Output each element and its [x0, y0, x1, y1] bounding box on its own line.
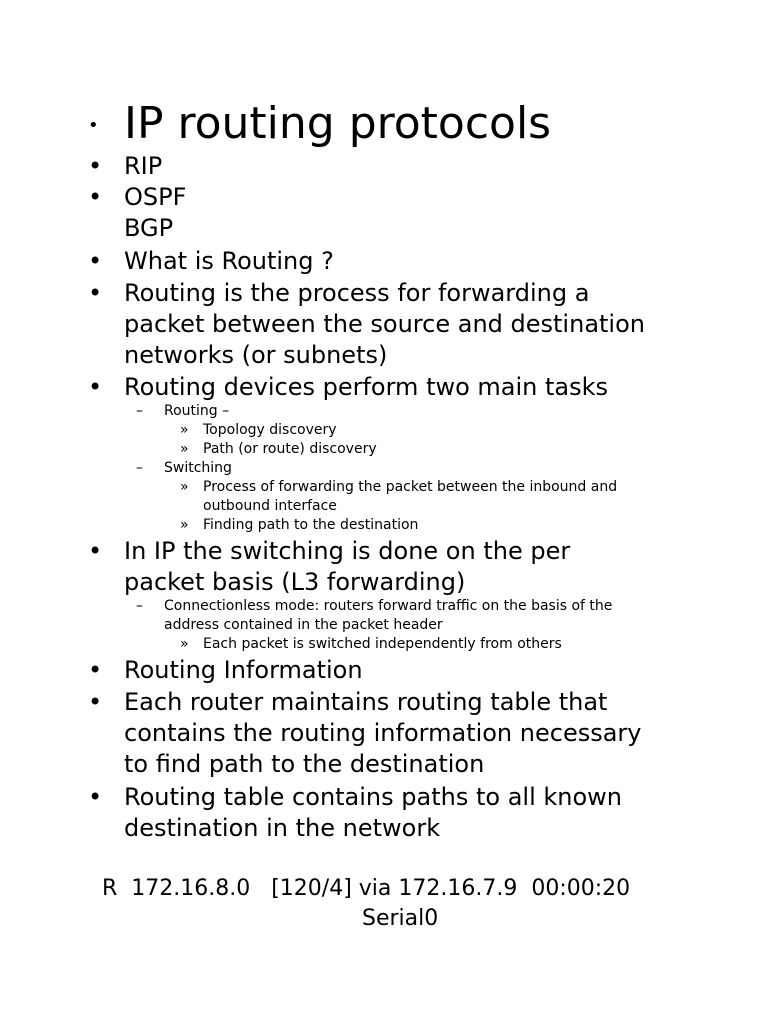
- router-table-line: to find path to the destination: [124, 750, 485, 778]
- routing-table-paths-line: Routing table contains paths to all known: [124, 783, 622, 811]
- definition-line: networks (or subnets): [124, 341, 388, 369]
- ip-switching-line: packet basis (L3 forwarding): [124, 568, 466, 596]
- bullet-icon: •: [88, 783, 103, 811]
- task-switching-label: Switching: [164, 460, 232, 476]
- task-switching-item: Process of forwarding the packet between the inbound and: [203, 479, 618, 495]
- task-switching-item: outbound interface: [203, 498, 337, 514]
- bullet-icon: •: [88, 247, 103, 275]
- protocol-item: RIP: [124, 152, 163, 180]
- dash-icon: –: [136, 598, 143, 614]
- protocol-item: BGP: [124, 214, 174, 242]
- route-entry-line: R 172.16.8.0 [120/4] via 172.16.7.9 00:00:20: [102, 876, 631, 901]
- raquo-icon: »: [180, 479, 189, 495]
- raquo-icon: »: [180, 441, 189, 457]
- protocol-item: OSPF: [124, 183, 187, 211]
- raquo-icon: »: [180, 422, 189, 438]
- routing-table-paths-line: destination in the network: [124, 814, 441, 842]
- bullet-icon: •: [88, 688, 103, 716]
- connectionless-line: Connectionless mode: routers forward traffic on the basis of the: [164, 598, 613, 614]
- bullet-icon: •: [88, 183, 103, 211]
- dash-icon: –: [136, 403, 143, 419]
- definition-line: packet between the source and destination: [124, 310, 645, 338]
- routing-information-item: Routing Information: [124, 656, 363, 684]
- raquo-icon: »: [180, 636, 189, 652]
- bullet-icon: •: [88, 373, 103, 401]
- connectionless-line: address contained in the packet header: [164, 617, 443, 633]
- question-item: What is Routing ?: [124, 247, 334, 275]
- page-title: IP routing protocols: [124, 98, 552, 149]
- task-routing-item: Path (or route) discovery: [203, 441, 377, 457]
- task-routing-label: Routing –: [164, 403, 230, 419]
- independent-item: Each packet is switched independently from others: [203, 636, 562, 652]
- route-entry-interface: Serial0: [362, 906, 439, 931]
- task-switching-item: Finding path to the destination: [203, 517, 419, 533]
- task-routing-item: Topology discovery: [203, 422, 337, 438]
- raquo-icon: »: [180, 517, 189, 533]
- tasks-heading: Routing devices perform two main tasks: [124, 373, 609, 401]
- dash-icon: –: [136, 460, 143, 476]
- bullet-icon: •: [88, 152, 103, 180]
- bullet-icon: •: [88, 537, 103, 565]
- router-table-line: Each router maintains routing table that: [124, 688, 608, 716]
- bullet-icon: •: [88, 115, 99, 136]
- bullet-icon: •: [88, 279, 103, 307]
- bullet-icon: •: [88, 656, 103, 684]
- definition-line: Routing is the process for forwarding a: [124, 279, 590, 307]
- router-table-line: contains the routing information necessary: [124, 719, 642, 747]
- ip-switching-line: In IP the switching is done on the per: [124, 537, 571, 565]
